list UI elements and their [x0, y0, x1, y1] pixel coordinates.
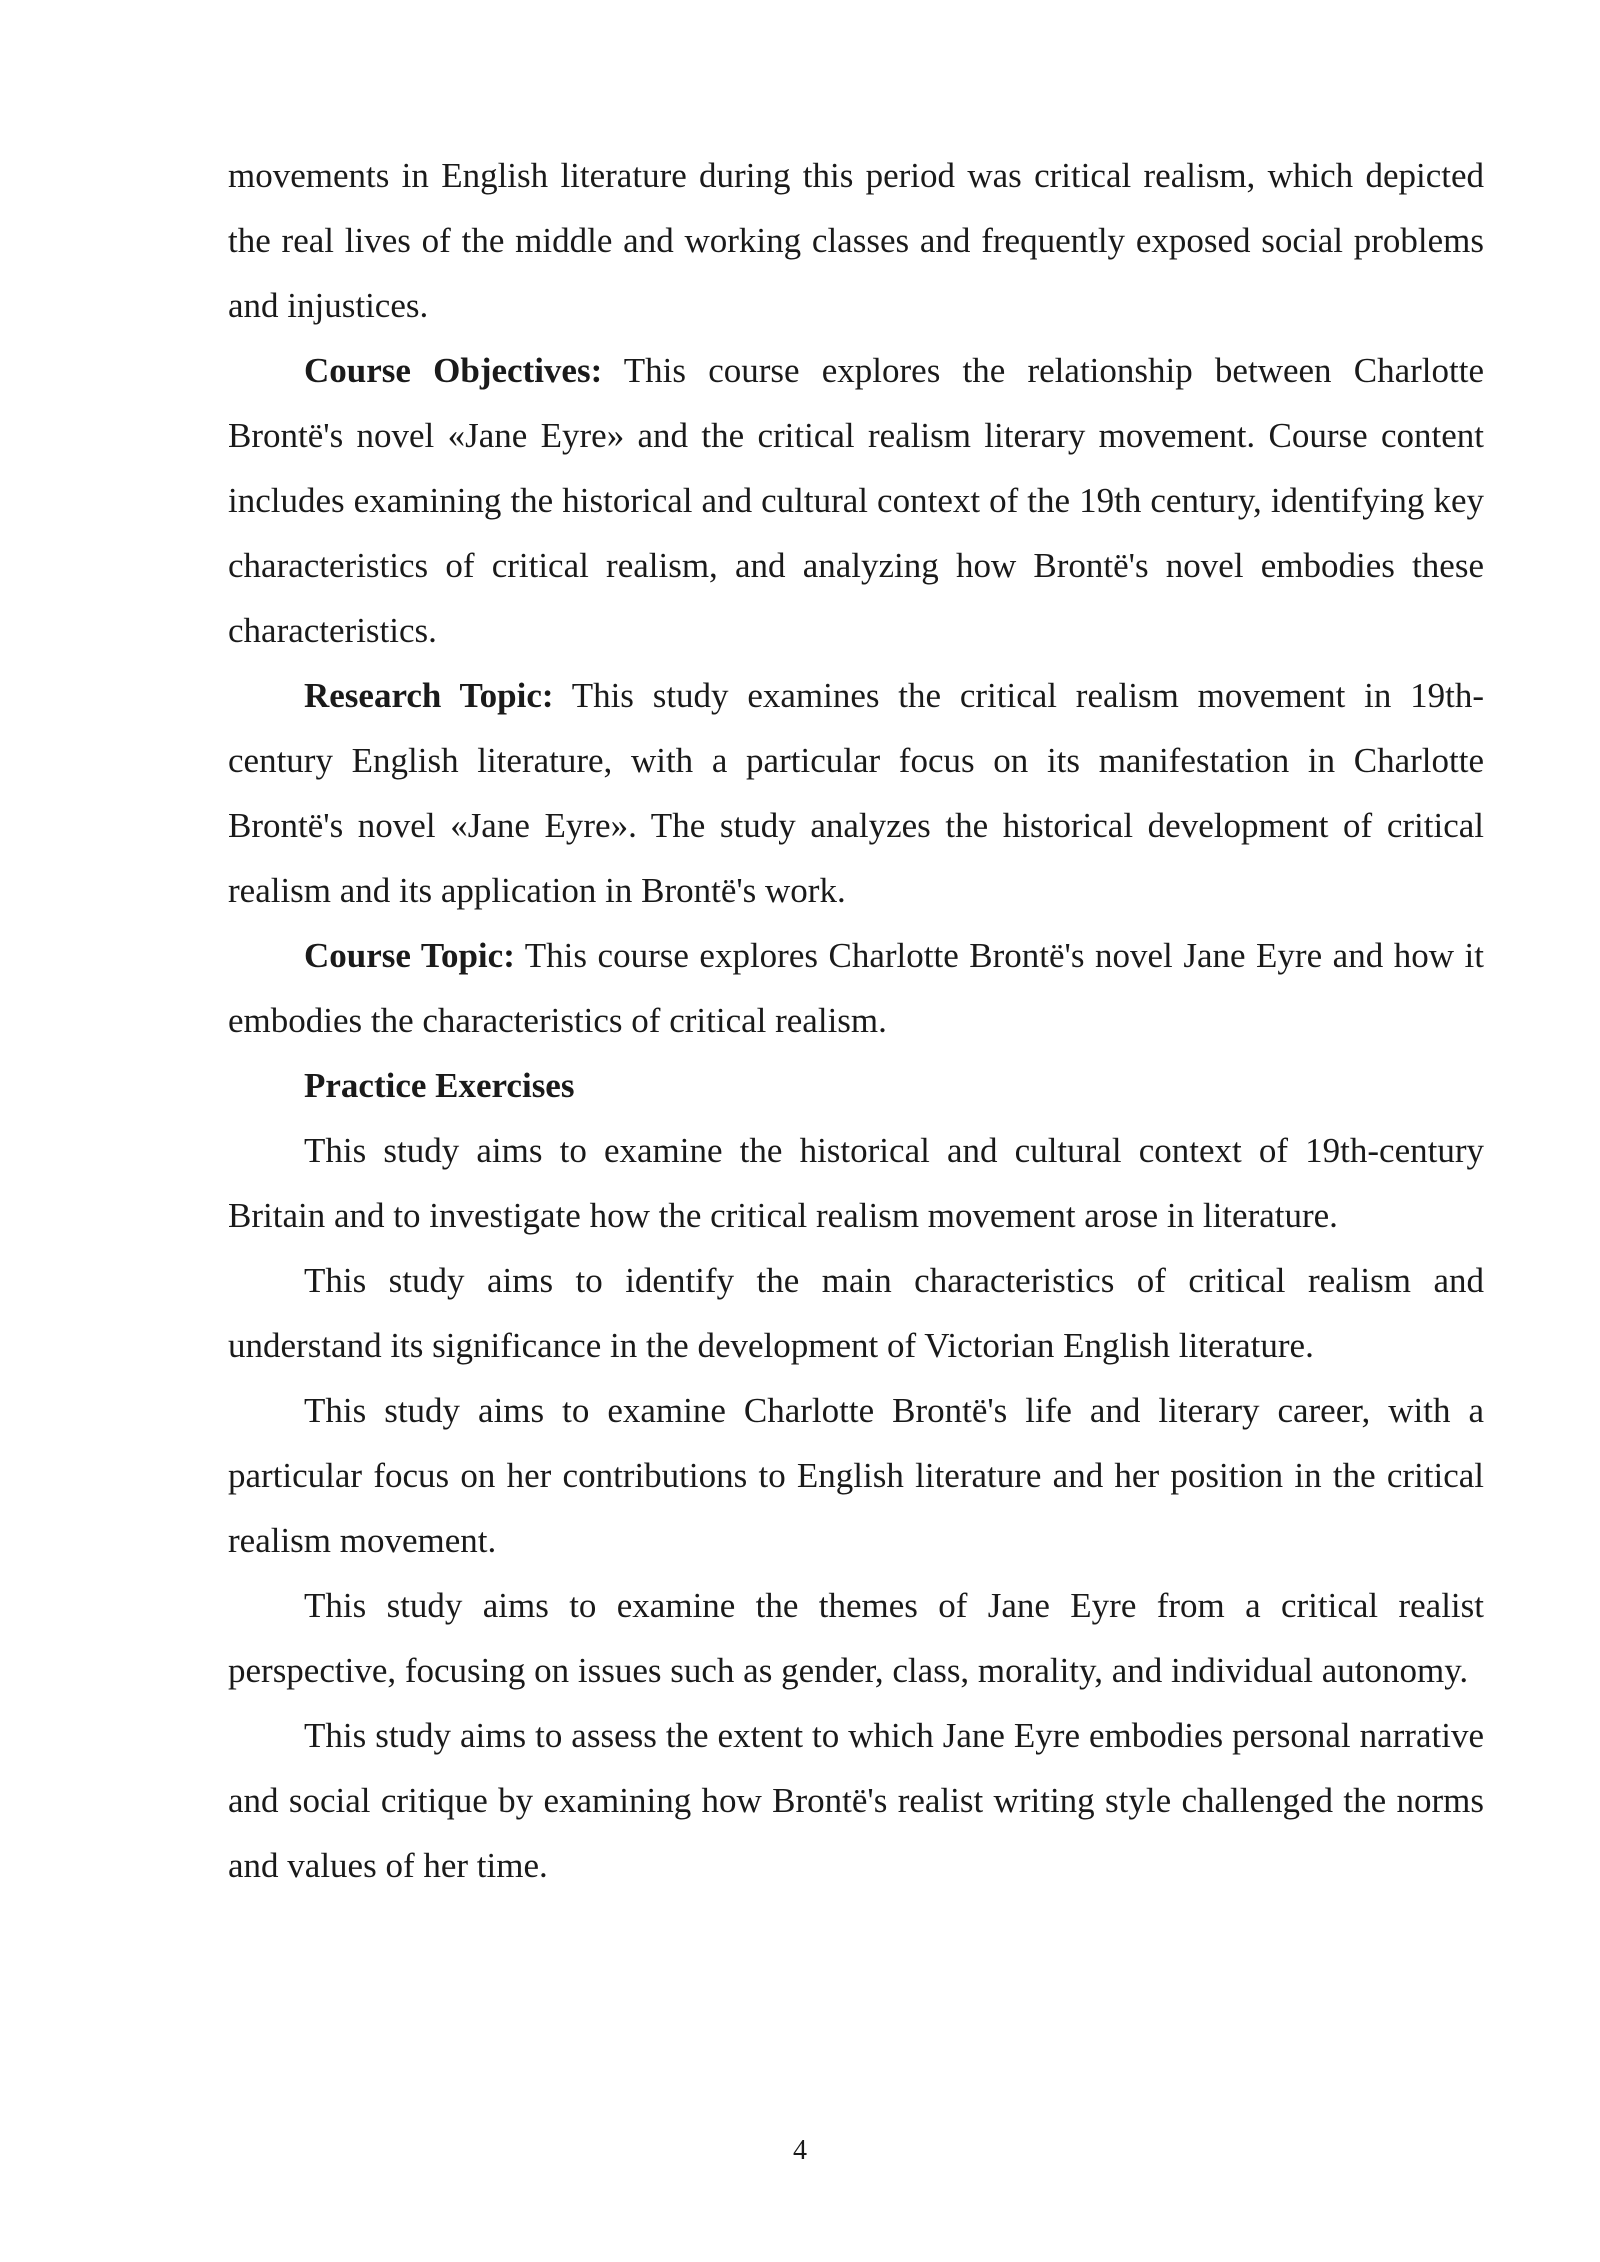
- paragraph-text: movements in English literature during this period was critical realism, which depicted the real lives of the middle and working classes and frequently exposed social problems and injustices.: [228, 156, 1484, 325]
- paragraph-text: This course explores Charlotte Brontë's novel Jane Eyre and how it embodies the characteristics of critical realism.: [228, 936, 1484, 1040]
- exercise-paragraph: This study aims to examine Charlotte Brontë's life and literary career, with a particular focus on her contributions to English literature and her position in the critical realism movement.: [228, 1391, 1484, 1560]
- paragraph-text: This course explores the relationship between Charlotte Brontë's novel «Jane Eyre» and the critical realism literary movement. Course content includes examining the historical and cultural context of the 19th century, identifying key characteristics of critical realism, and analyzing how Brontë's novel embodies these characteristics.: [228, 351, 1484, 650]
- paragraph-text: This study examines the critical realism movement in 19th-century English literature, with a particular focus on its manifestation in Charlotte Brontë's novel «Jane Eyre». The study analyzes the historical development of critical realism and its application in Brontë's work.: [228, 676, 1485, 910]
- practice-exercises-heading: Practice Exercises: [304, 1066, 575, 1105]
- exercise-paragraph: This study aims to examine the themes of Jane Eyre from a critical realist perspective, focusing on issues such as gender, class, morality, and individual autonomy.: [228, 1586, 1484, 1690]
- exercise-paragraph: This study aims to identify the main characteristics of critical realism and understand its significance in the development of Victorian English literature.: [228, 1261, 1484, 1365]
- paragraph-label: Research Topic:: [304, 676, 554, 715]
- paragraph-intro-continuation: [228, 143, 1484, 338]
- exercise-paragraph: This study aims to assess the extent to which Jane Eyre embodies personal narrative and social critique by examining how Brontë's realist writing style challenged the norms and values of her time.: [228, 1716, 1484, 1885]
- paragraph-course-objectives: [228, 338, 1484, 663]
- body-text: [228, 143, 1484, 1898]
- paragraph-label: Course Topic:: [304, 936, 515, 975]
- paragraph-label: Course Objectives:: [304, 351, 603, 390]
- exercise-paragraph: This study aims to examine the historical and cultural context of 19th-century Britain and to investigate how the critical realism movement arose in literature.: [228, 1131, 1484, 1235]
- paragraph-research-topic: [228, 663, 1484, 923]
- paragraph-course-topic: [228, 923, 1484, 1053]
- page-number: 4: [793, 2135, 807, 2166]
